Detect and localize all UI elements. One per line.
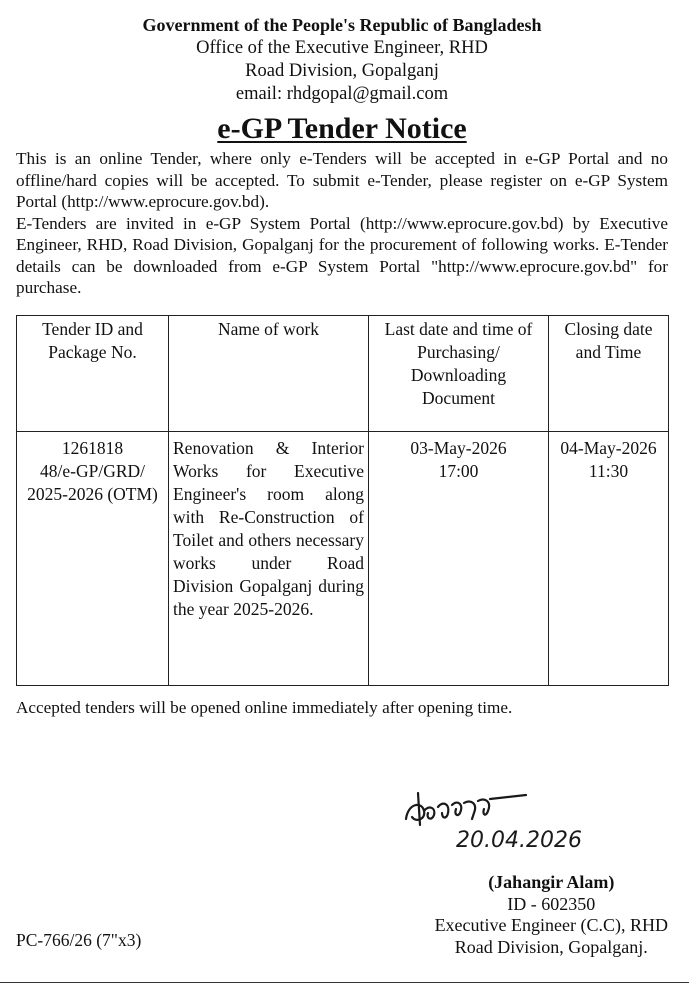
accepted-note: Accepted tenders will be opened online immediately after opening time.	[16, 697, 513, 717]
header-name-of-work: Name of work	[169, 315, 369, 431]
signer-title: Executive Engineer (C.C), RHD	[434, 915, 668, 935]
tender-table	[16, 315, 669, 686]
cell-tender-id	[17, 431, 169, 685]
signature-date: 20.04.2026	[456, 828, 582, 853]
header-tender-id: Tender ID and Package No.	[17, 315, 169, 431]
closing-time: 11:30	[588, 460, 629, 481]
signer-division: Road Division, Gopalganj.	[454, 936, 648, 957]
email-line: email: rhdgopal@gmail.com	[235, 84, 449, 104]
notice-title	[16, 112, 668, 146]
last-time: 17:00	[438, 460, 479, 481]
notice-page	[16, 14, 668, 719]
bottom-rule	[0, 982, 689, 983]
office-line: Office of the Executive Engineer, RHD	[196, 38, 488, 58]
table-row	[17, 431, 669, 685]
intro-paragraph: This is an online Tender, where only e-Tenders will be accepted in e-GP Portal and no offline/hard copies will be accepted. To submit e-Tender, please register on e-GP System Portal (http://www.eprocure.gov.bd).	[16, 149, 668, 211]
cell-closing-date	[549, 431, 669, 685]
signoff-block	[435, 872, 668, 958]
last-date: 03-May-2026	[410, 437, 507, 458]
header	[16, 14, 668, 106]
table-header-row	[17, 315, 669, 431]
invitation-paragraph: E-Tenders are invited in e-GP System Portal (http://www.eprocure.gov.bd) by Executive Engineer, RHD, Road Division, Gopalganj for the procurement of following works. E-Tender details can be downloaded from e-GP System Portal "http://www.eprocure.gov.bd" for purchase.	[16, 213, 668, 297]
cell-name-of-work: Renovation & Interior Works for Executive Engineer's room along with Re-Construction of Toilet and others necessary works under Road Division Gopalganj during the year 2025-2026.	[169, 431, 369, 685]
package-no: 48/e-GP/GRD/ 2025-2026 (OTM)	[27, 460, 158, 504]
header-last-date: Last date and time of Purchasing/ Downloading Document	[369, 315, 549, 431]
pc-reference: PC-766/26 (7"x3)	[16, 930, 142, 950]
government-line: Government of the People's Republic of Bangladesh	[142, 15, 542, 35]
division-line: Road Division, Gopalganj	[245, 61, 439, 81]
notice-title-text: e-GP Tender Notice	[217, 112, 467, 145]
tender-id: 1261818	[61, 437, 124, 458]
signer-id: ID - 602350	[507, 893, 596, 914]
signer-name: (Jahangir Alam)	[488, 872, 615, 892]
closing-date: 04-May-2026	[560, 437, 657, 458]
cell-last-date	[369, 431, 549, 685]
header-closing-date: Closing date and Time	[549, 315, 669, 431]
signature	[398, 785, 628, 855]
